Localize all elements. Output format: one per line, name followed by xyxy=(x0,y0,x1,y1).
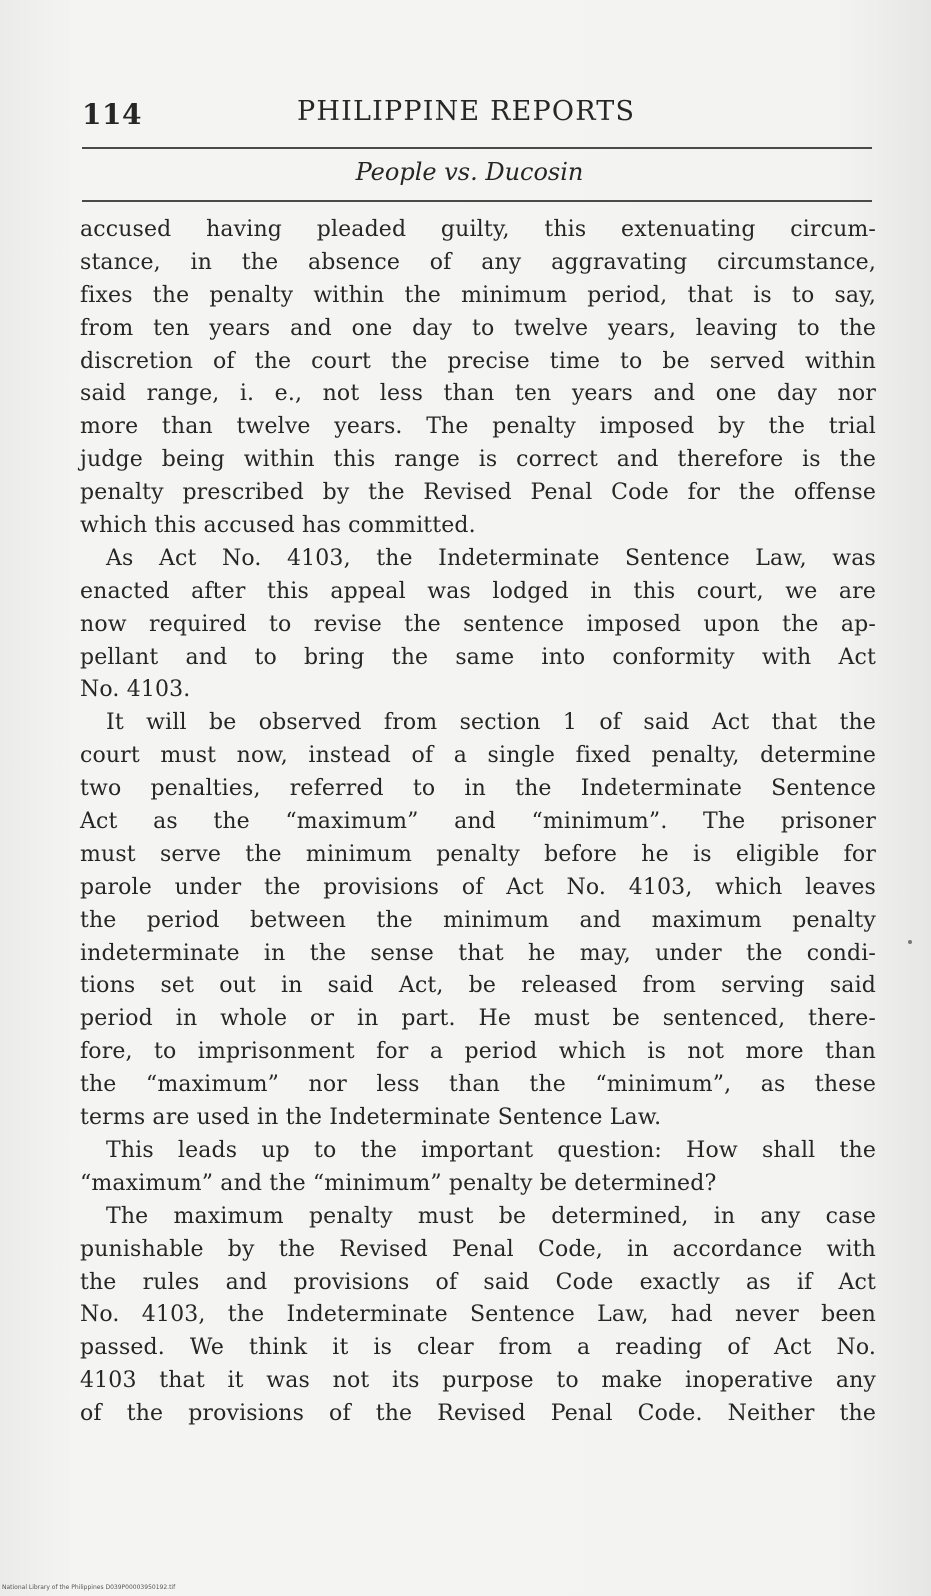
text-line: fore, to imprisonment for a period which is not more than xyxy=(80,1039,876,1065)
text-line: penalty prescribed by the Revised Penal Code for the offense xyxy=(80,480,876,506)
text-line: tions set out in said Act, be released from serving said xyxy=(80,973,876,999)
case-title-row xyxy=(0,158,931,186)
text-line: from ten years and one day to twelve years, leaving to the xyxy=(80,315,876,341)
text-line: It will be observed from section 1 of said Act that the xyxy=(106,710,876,736)
text-line: period in whole or in part. He must be sentenced, there- xyxy=(80,1006,876,1032)
text-line: 4103 that it was not its purpose to make inoperative any xyxy=(80,1368,876,1394)
text-line: of the provisions of the Revised Penal Code. Neither the xyxy=(80,1401,876,1427)
margin-speck xyxy=(908,940,912,944)
text-line: This leads up to the important question: How shall the xyxy=(106,1137,876,1163)
page-number: 114 xyxy=(82,98,142,131)
text-line: which this accused has committed. xyxy=(80,513,476,539)
text-line: No. 4103, the Indeterminate Sentence Law, had never been xyxy=(80,1302,876,1328)
text-line: now required to revise the sentence imposed upon the ap- xyxy=(80,611,876,637)
text-line: pellant and to bring the same into conformity with Act xyxy=(80,644,876,670)
text-line: said range, i. e., not less than ten years and one day nor xyxy=(80,381,876,407)
text-line: more than twelve years. The penalty imposed by the trial xyxy=(80,414,876,440)
header-rule-bottom xyxy=(82,200,872,202)
text-line: the rules and provisions of said Code exactly as if Act xyxy=(80,1269,876,1295)
text-line: must serve the minimum penalty before he is eligible for xyxy=(80,841,876,867)
text-line: enacted after this appeal was lodged in this court, we are xyxy=(80,578,876,604)
text-line: discretion of the court the precise time to be served within xyxy=(80,348,876,374)
text-line: judge being within this range is correct and therefore is the xyxy=(80,447,876,473)
text-line: fixes the penalty within the minimum period, that is to say, xyxy=(80,282,876,308)
text-line: passed. We think it is clear from a reading of Act No. xyxy=(80,1335,876,1361)
text-line: the “maximum” nor less than the “minimum”, as these xyxy=(80,1072,876,1098)
case-title: People vs. Ducosin xyxy=(355,158,584,186)
text-line: two penalties, referred to in the Indeterminate Sentence xyxy=(80,776,876,802)
text-line: parole under the provisions of Act No. 4103, which leaves xyxy=(80,874,876,900)
text-line: As Act No. 4103, the Indeterminate Sentence Law, was xyxy=(106,545,876,571)
text-line: “maximum” and the “minimum” penalty be determined? xyxy=(80,1170,717,1196)
text-line: The maximum penalty must be determined, in any case xyxy=(106,1203,876,1229)
running-title: PHILIPPINE REPORTS xyxy=(297,96,636,127)
text-line: accused having pleaded guilty, this extenuating circum- xyxy=(80,217,876,242)
text-line: terms are used in the Indeterminate Sentence Law. xyxy=(80,1105,662,1131)
text-line: the period between the minimum and maximum penalty xyxy=(80,907,876,933)
text-line: No. 4103. xyxy=(80,677,191,703)
page-header xyxy=(82,94,872,138)
scan-footer-note: National Library of the Philippines D039P00003950192.tif xyxy=(2,1584,176,1591)
body-text xyxy=(80,214,876,1431)
text-line: indeterminate in the sense that he may, under the condi- xyxy=(80,940,876,966)
text-line: punishable by the Revised Penal Code, in accordance with xyxy=(80,1236,876,1262)
header-rule-top xyxy=(82,147,872,149)
text-line: Act as the “maximum” and “minimum”. The prisoner xyxy=(80,809,876,835)
text-line: stance, in the absence of any aggravating circumstance, xyxy=(80,249,876,275)
text-line: court must now, instead of a single fixed penalty, determine xyxy=(80,743,876,769)
